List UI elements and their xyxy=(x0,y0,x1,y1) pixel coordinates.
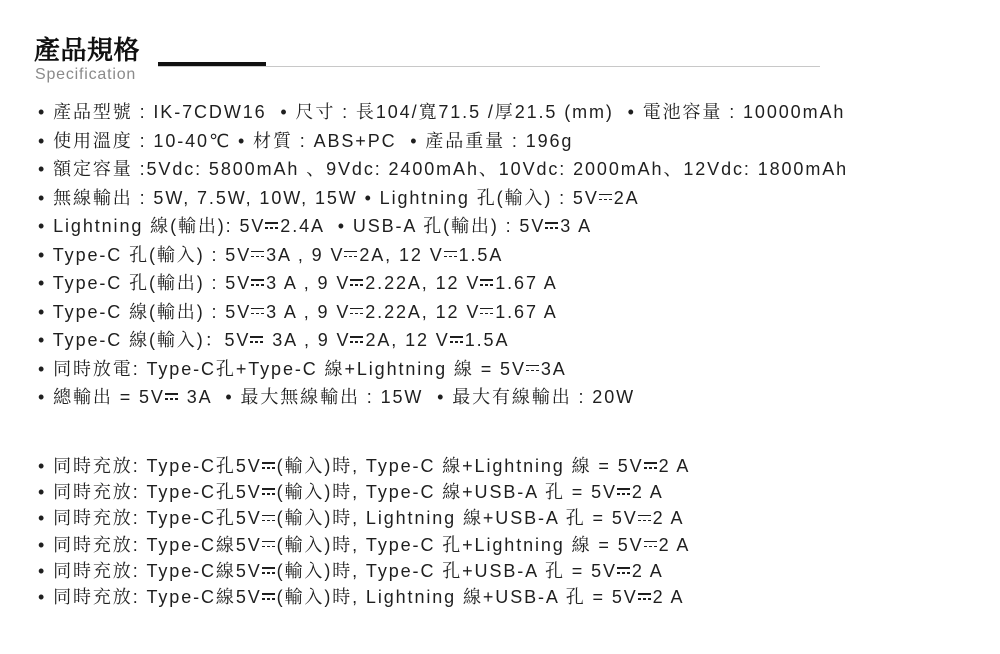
dc-symbol-icon xyxy=(350,332,363,350)
header-divider xyxy=(158,66,820,67)
spec-line: • 總輸出 = 5V 3A • 最大無線輸出 : 15W • 最大有線輸出 : 20W xyxy=(38,387,636,407)
dc-symbol-icon xyxy=(251,247,264,265)
dc-symbol-icon xyxy=(262,484,275,502)
spec-list-simultaneous xyxy=(38,453,690,610)
page-subtitle: Specification xyxy=(35,66,137,83)
dc-symbol-icon xyxy=(250,332,263,350)
dc-symbol-icon xyxy=(350,275,363,293)
dc-symbol-icon xyxy=(265,218,278,236)
spec-line: • 無線輸出 : 5W, 7.5W, 10W, 15W • Lightning 孔(輸入) : 5V 2A xyxy=(38,187,640,208)
dc-symbol-icon xyxy=(617,484,630,502)
dc-symbol-icon xyxy=(444,247,457,265)
dc-symbol-icon xyxy=(644,458,657,476)
dc-symbol-icon xyxy=(526,361,539,379)
spec-line: • Type-C 孔(輸入) : 5V 3A , 9 V 2A, 12 V 1.5A xyxy=(38,244,504,265)
spec-list-general xyxy=(38,98,848,412)
dc-symbol-icon xyxy=(350,304,363,322)
dc-symbol-icon xyxy=(480,304,493,322)
spec-line: • Lightning 線(輸出): 5V 2.4A • USB-A 孔(輸出) : 5V 3 A xyxy=(38,216,592,236)
title-underline-bar xyxy=(158,62,266,66)
dc-symbol-icon xyxy=(644,537,657,555)
dc-symbol-icon xyxy=(638,511,651,529)
spec-line: • Type-C 孔(輸出) : 5V 3 A , 9 V 2.22A, 12 V 1.67 A xyxy=(38,273,558,293)
page-title: 產品規格 xyxy=(34,35,141,65)
spec-line: • 產品型號 : IK-7CDW16 • 尺寸 : 長104/寬71.5 /厚21.5 (mm) • 電池容量 : 10000mAh xyxy=(38,102,846,122)
dc-symbol-icon xyxy=(617,563,630,581)
dc-symbol-icon xyxy=(262,563,275,581)
dc-symbol-icon xyxy=(480,275,493,293)
dc-symbol-icon xyxy=(262,589,275,607)
dc-symbol-icon xyxy=(262,511,275,529)
dc-symbol-icon xyxy=(251,275,264,293)
spec-line: • 使用溫度 : 10-40℃ • 材質 : ABS+PC • 產品重量 : 196g xyxy=(38,130,574,151)
spec-line: • Type-C 線(輸入)：5V 3A , 9 V 2A, 12 V 1.5A xyxy=(38,330,510,350)
dc-symbol-icon xyxy=(450,332,463,350)
spec-line: • 額定容量 :5Vdc: 5800mAh 、9Vdc: 2400mAh、10Vdc: 2000mAh、12Vdc: 1800mAh xyxy=(38,159,849,179)
dc-symbol-icon xyxy=(638,589,651,607)
dc-symbol-icon xyxy=(599,190,612,208)
spec-line: • 同時放電: Type-C孔+Type-C 線+Lightning 線 = 5V 3A xyxy=(38,358,567,379)
spec-line: • 同時充放: Type-C線5V (輸入)時, Lightning 線+USB-A 孔 = 5V 2 A xyxy=(38,586,685,607)
spec-line: • 同時充放: Type-C線5V (輸入)時, Type-C 孔+Lightning 線 = 5V 2 A xyxy=(38,534,691,555)
dc-symbol-icon xyxy=(344,247,357,265)
dc-symbol-icon xyxy=(545,218,558,236)
dc-symbol-icon xyxy=(251,304,264,322)
dc-symbol-icon xyxy=(262,458,275,476)
spec-line: • Type-C 線(輸出) : 5V 3 A , 9 V 2.22A, 12 V 1.67 A xyxy=(38,301,558,322)
dc-symbol-icon xyxy=(165,389,178,407)
spec-line: • 同時充放: Type-C孔5V (輸入)時, Type-C 線+Lightning 線 = 5V 2 A xyxy=(38,456,691,476)
dc-symbol-icon xyxy=(262,537,275,555)
spec-line: • 同時充放: Type-C孔5V (輸入)時, Lightning 線+USB-A 孔 = 5V 2 A xyxy=(38,508,685,529)
spec-line: • 同時充放: Type-C線5V (輸入)時, Type-C 孔+USB-A 孔 = 5V 2 A xyxy=(38,560,664,581)
spec-line: • 同時充放: Type-C孔5V (輸入)時, Type-C 線+USB-A 孔 = 5V 2 A xyxy=(38,482,664,503)
